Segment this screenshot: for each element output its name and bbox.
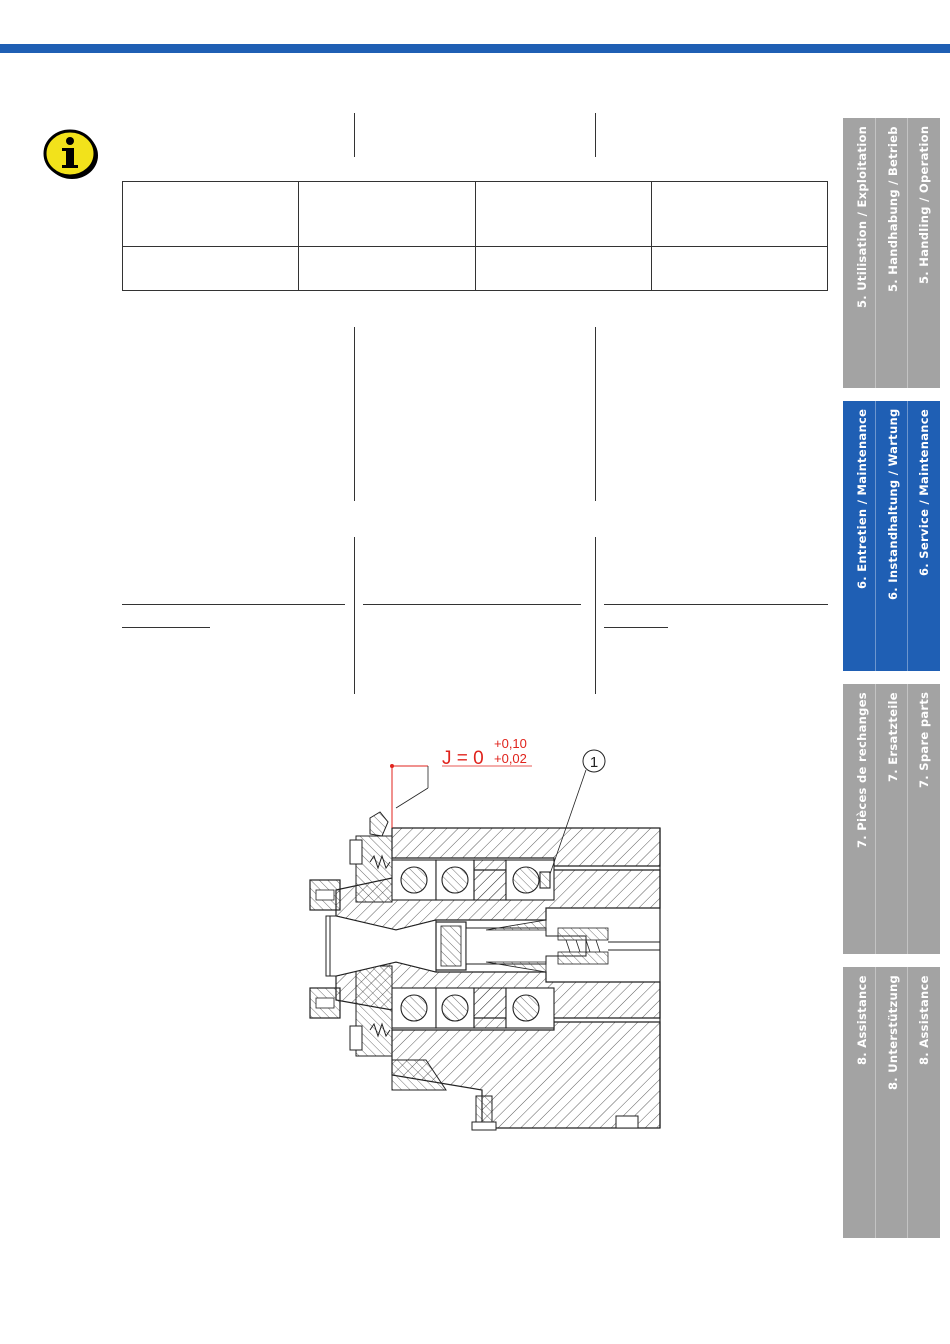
underline-rule — [604, 604, 828, 605]
clearance-label: J = 0 — [442, 748, 484, 769]
table-cell — [123, 247, 299, 291]
underline-rule — [122, 604, 345, 605]
table-cell — [475, 247, 651, 291]
tab-label-en: 6. Service / Maintenance — [917, 409, 931, 576]
tab-label-de: 7. Ersatzteile — [886, 692, 900, 782]
underline-rule — [604, 627, 668, 628]
tab-label-de: 6. Instandhaltung / Wartung — [886, 409, 900, 601]
table-row — [123, 182, 828, 247]
tab-spare-parts[interactable] — [843, 684, 940, 954]
table-cell — [651, 182, 827, 247]
header-accent-bar — [0, 44, 950, 53]
tab-service-maintenance[interactable] — [843, 401, 940, 671]
tab-label-de: 8. Unterstützung — [886, 975, 900, 1090]
tab-label-fr: 6. Entretien / Maintenance — [855, 409, 869, 590]
column-divider — [354, 113, 355, 157]
tab-label-fr: 8. Assistance — [855, 975, 869, 1065]
table-cell — [475, 182, 651, 247]
spindle-cross-section-drawing — [296, 730, 666, 1136]
tab-assistance[interactable] — [843, 967, 940, 1238]
tab-label-en: 5. Handling / Operation — [917, 126, 931, 285]
tab-label-en: 7. Spare parts — [917, 692, 931, 789]
tab-label-en: 8. Assistance — [917, 975, 931, 1065]
table-row — [123, 247, 828, 291]
underline-rule — [363, 604, 581, 605]
tab-handling-operation[interactable] — [843, 118, 940, 388]
info-icon — [42, 127, 100, 181]
tab-label-fr: 7. Pièces de rechanges — [855, 692, 869, 848]
spec-table — [122, 181, 828, 291]
callout-number: 1 — [589, 754, 599, 771]
column-divider — [354, 327, 355, 501]
tolerance-upper: +0,10 — [494, 736, 527, 751]
column-divider — [595, 537, 596, 694]
table-cell — [651, 247, 827, 291]
table-cell — [299, 182, 475, 247]
table-cell — [123, 182, 299, 247]
table-cell — [299, 247, 475, 291]
tab-label-fr: 5. Utilisation / Exploitation — [855, 126, 869, 309]
underline-rule — [122, 627, 210, 628]
column-divider — [595, 327, 596, 501]
tab-label-de: 5. Handhabung / Betrieb — [886, 126, 900, 292]
column-divider — [595, 113, 596, 157]
column-divider — [354, 537, 355, 694]
tolerance-lower: +0,02 — [494, 751, 527, 766]
